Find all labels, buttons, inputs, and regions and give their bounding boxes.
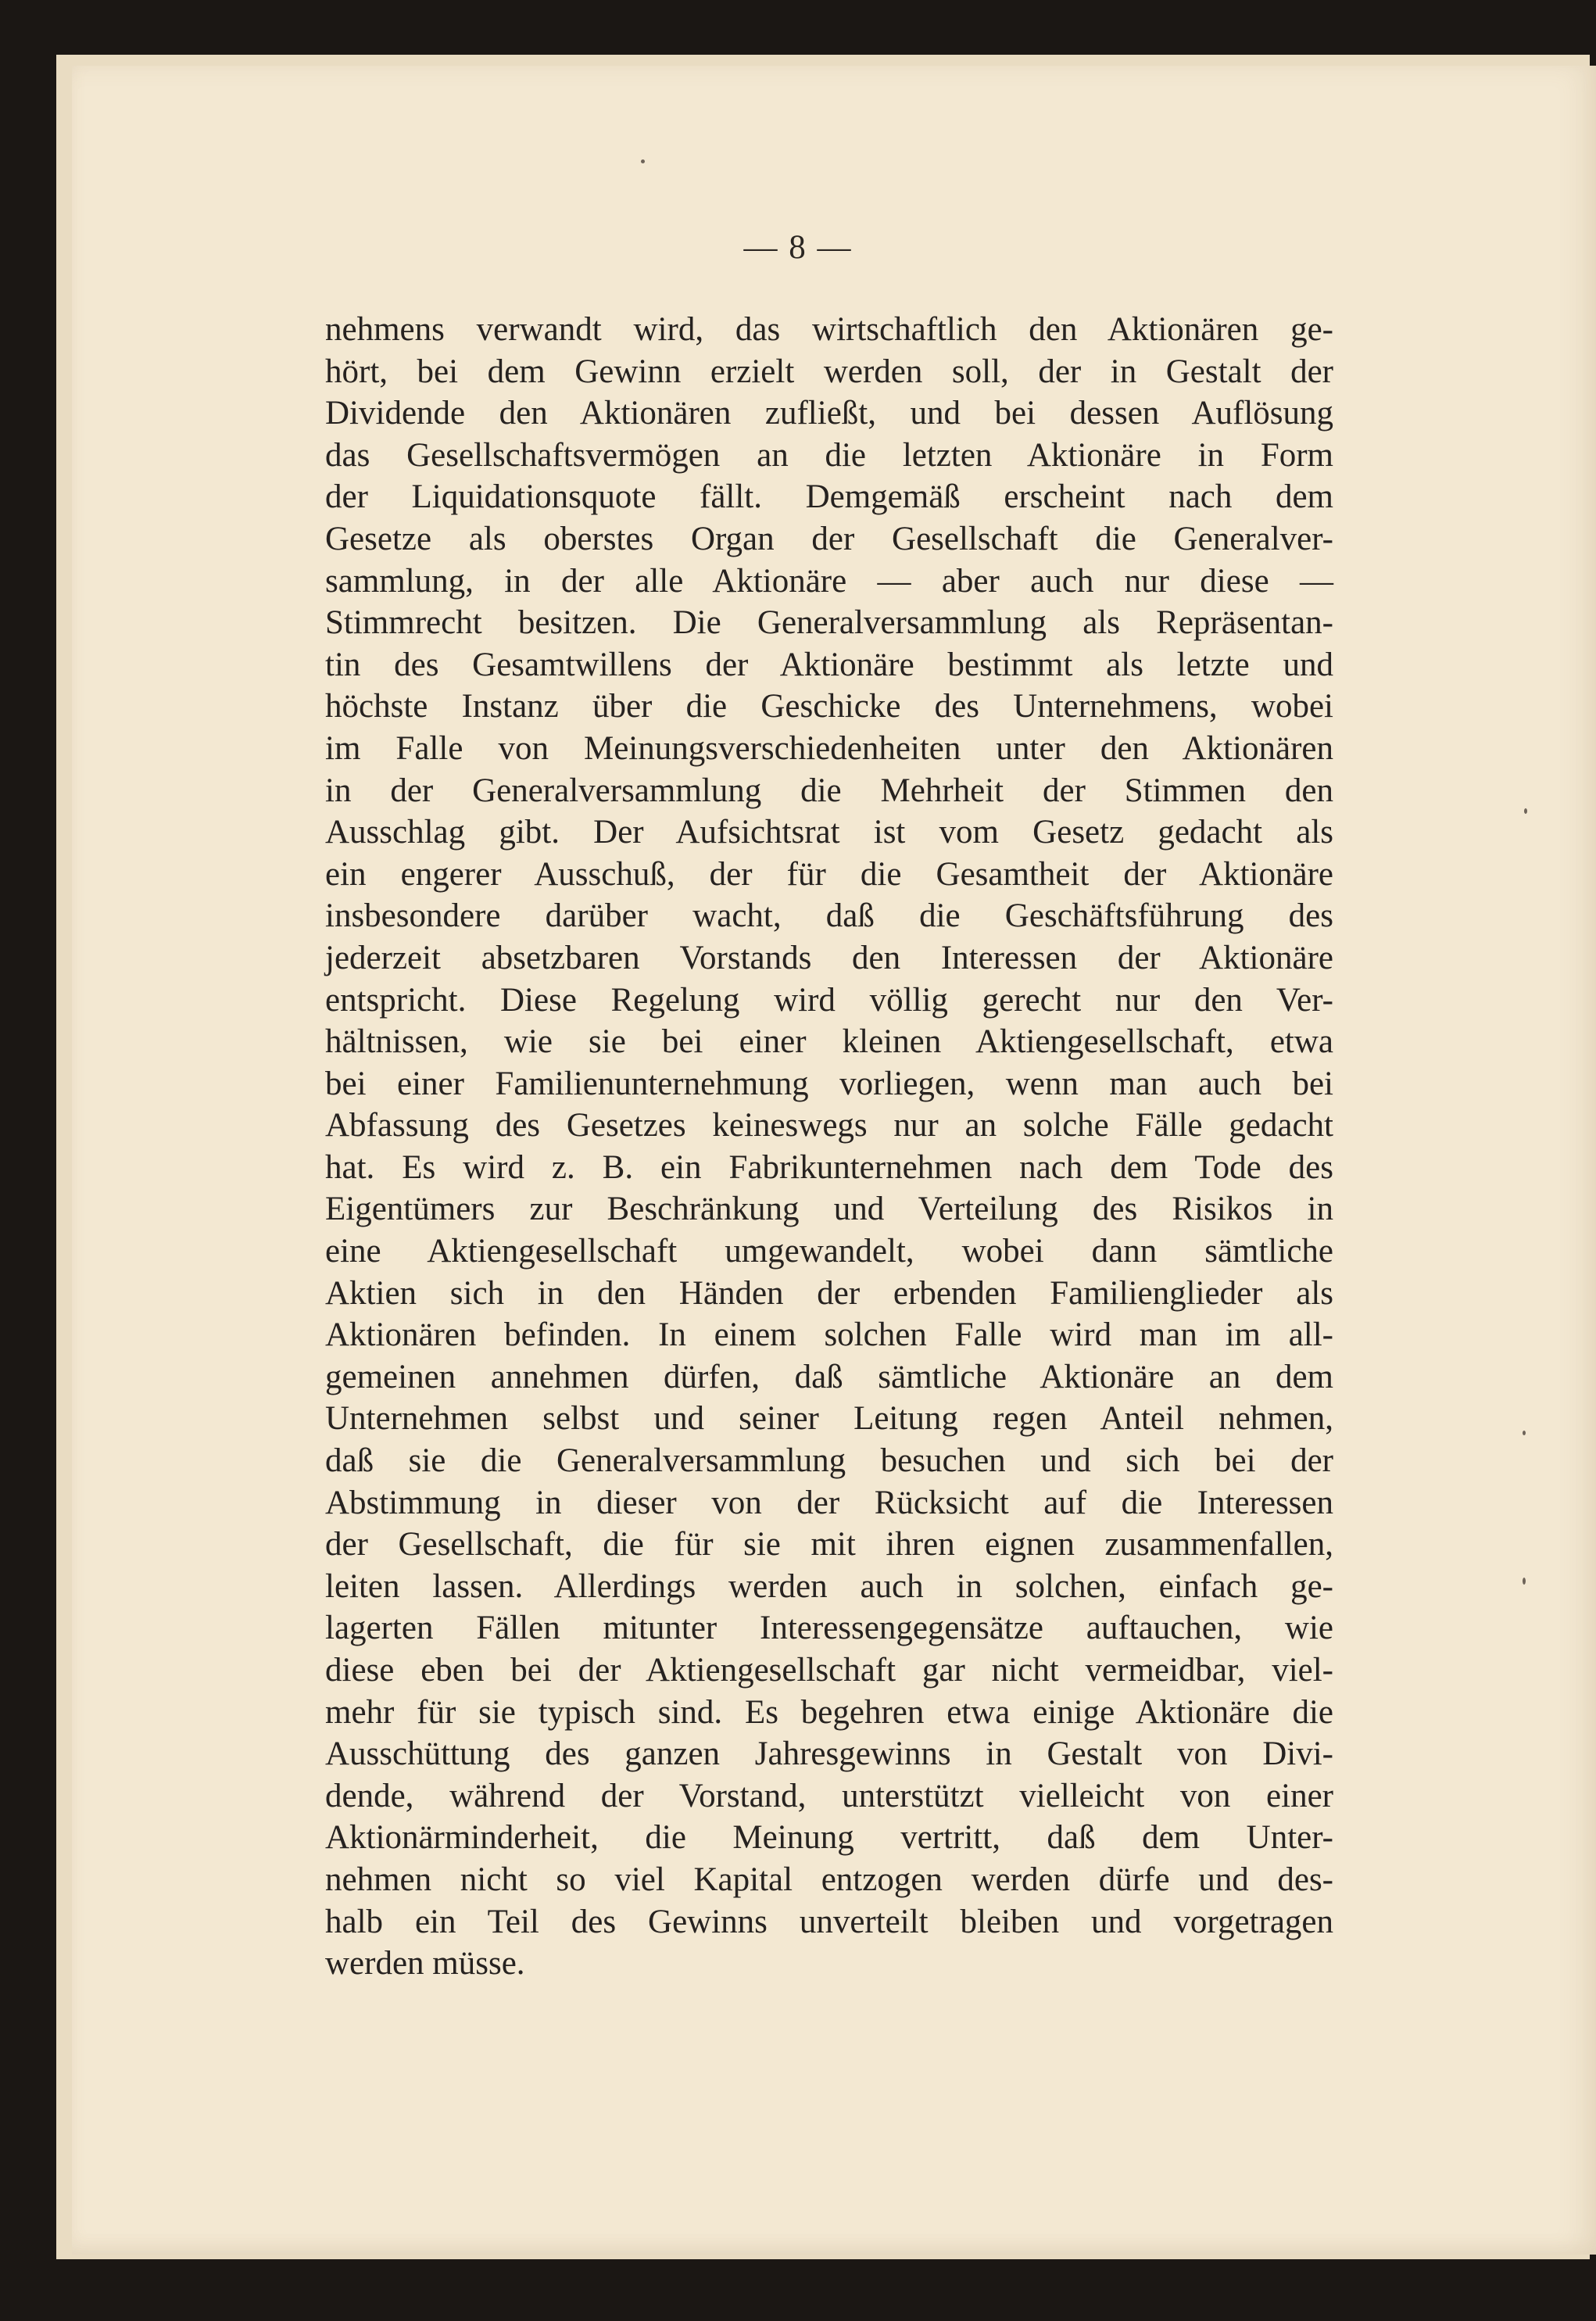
text-line: werden müsse. [325, 1945, 525, 1983]
text-line: Abfassung des Gesetzes keineswegs nur an solche Fälle gedacht [325, 1107, 1333, 1144]
page-number: — 8 — [743, 229, 853, 266]
text-line: leiten lassen. Allerdings werden auch in solchen, einfach ge- [325, 1567, 1333, 1605]
text-line: ein engerer Ausschuß, der für die Gesamtheit der Aktionäre [325, 855, 1333, 893]
text-line: jederzeit absetzbaren Vorstands den Interessen der Aktionäre [325, 939, 1333, 976]
text-line: entspricht. Diese Regelung wird völlig gerecht nur den Ver- [325, 981, 1333, 1019]
text-line: hältnissen, wie sie bei einer kleinen Aktiengesellschaft, etwa [325, 1023, 1333, 1061]
text-line: Dividende den Aktionären zufließt, und bei dessen Auflösung [325, 395, 1333, 432]
text-line: Abstimmung in dieser von der Rücksicht auf die Interessen [325, 1484, 1333, 1521]
text-line: hat. Es wird z. B. ein Fabrikunternehmen nach dem Tode des [325, 1148, 1333, 1186]
text-line: der Gesellschaft, die für sie mit ihren eignen zusammenfallen, [325, 1526, 1333, 1563]
text-line: tin des Gesamtwillens der Aktionäre bestimmt als letzte und [325, 646, 1333, 683]
text-line: nehmen nicht so viel Kapital entzogen werden dürfe und des- [325, 1861, 1333, 1898]
text-line: daß sie die Generalversammlung besuchen und sich bei der [325, 1442, 1333, 1480]
text-line: bei einer Familienunternehmung vorliegen, wenn man auch bei [325, 1065, 1333, 1102]
text-line: Aktionären befinden. In einem solchen Falle wird man im all- [325, 1316, 1333, 1354]
text-line: diese eben bei der Aktiengesellschaft gar nicht vermeidbar, viel- [325, 1652, 1333, 1689]
text-line: Unternehmen selbst und seiner Leitung regen Anteil nehmen, [325, 1400, 1333, 1438]
text-line: gemeinen annehmen dürfen, daß sämtliche Aktionäre an dem [325, 1358, 1333, 1395]
text-line: Aktionärminderheit, die Meinung vertritt, daß dem Unter- [325, 1819, 1333, 1857]
ink-speck [1523, 1431, 1526, 1435]
text-line: dende, während der Vorstand, unterstützt vielleicht von einer [325, 1777, 1333, 1814]
text-line: im Falle von Meinungsverschiedenheiten unter den Aktionären [325, 729, 1333, 767]
text-line: höchste Instanz über die Geschicke des Unternehmens, wobei [325, 688, 1333, 725]
text-line: lagerten Fällen mitunter Interessengegensätze auftauchen, wie [325, 1610, 1333, 1647]
ink-speck [1523, 1578, 1526, 1585]
text-line: sammlung, in der alle Aktionäre — aber auch nur diese — [325, 562, 1333, 600]
text-line: halb ein Teil des Gewinns unverteilt bleiben und vorgetragen [325, 1903, 1333, 1940]
ink-speck [1524, 808, 1527, 814]
ink-speck [641, 159, 645, 163]
text-line: Eigentümers zur Beschränkung und Verteilung des Risikos in [325, 1191, 1333, 1228]
text-line: insbesondere darüber wacht, daß die Geschäftsführung des [325, 897, 1333, 935]
text-line: der Liquidationsquote fällt. Demgemäß erscheint nach dem [325, 478, 1333, 516]
text-line: eine Aktiengesellschaft umgewandelt, wobei dann sämtliche [325, 1233, 1333, 1270]
text-line: mehr für sie typisch sind. Es begehren etwa einige Aktionäre die [325, 1693, 1333, 1731]
text-line: hört, bei dem Gewinn erzielt werden soll, der in Gestalt der [325, 353, 1333, 390]
text-line: das Gesellschaftsvermögen an die letzten Aktionäre in Form [325, 436, 1333, 474]
body-text [325, 309, 1333, 1985]
text-line: in der Generalversammlung die Mehrheit der Stimmen den [325, 772, 1333, 809]
text-line: nehmens verwandt wird, das wirtschaftlich den Aktionären ge- [325, 311, 1333, 348]
text-line: Aktien sich in den Händen der erbenden Familienglieder als [325, 1274, 1333, 1312]
text-line: Ausschlag gibt. Der Aufsichtsrat ist vom Gesetz gedacht als [325, 814, 1333, 851]
text-line: Gesetze als oberstes Organ der Gesellschaft die Generalver- [325, 520, 1333, 557]
text-line: Ausschüttung des ganzen Jahresgewinns in Gestalt von Divi- [325, 1735, 1333, 1773]
text-line: Stimmrecht besitzen. Die Generalversammlung als Repräsentan- [325, 604, 1333, 642]
